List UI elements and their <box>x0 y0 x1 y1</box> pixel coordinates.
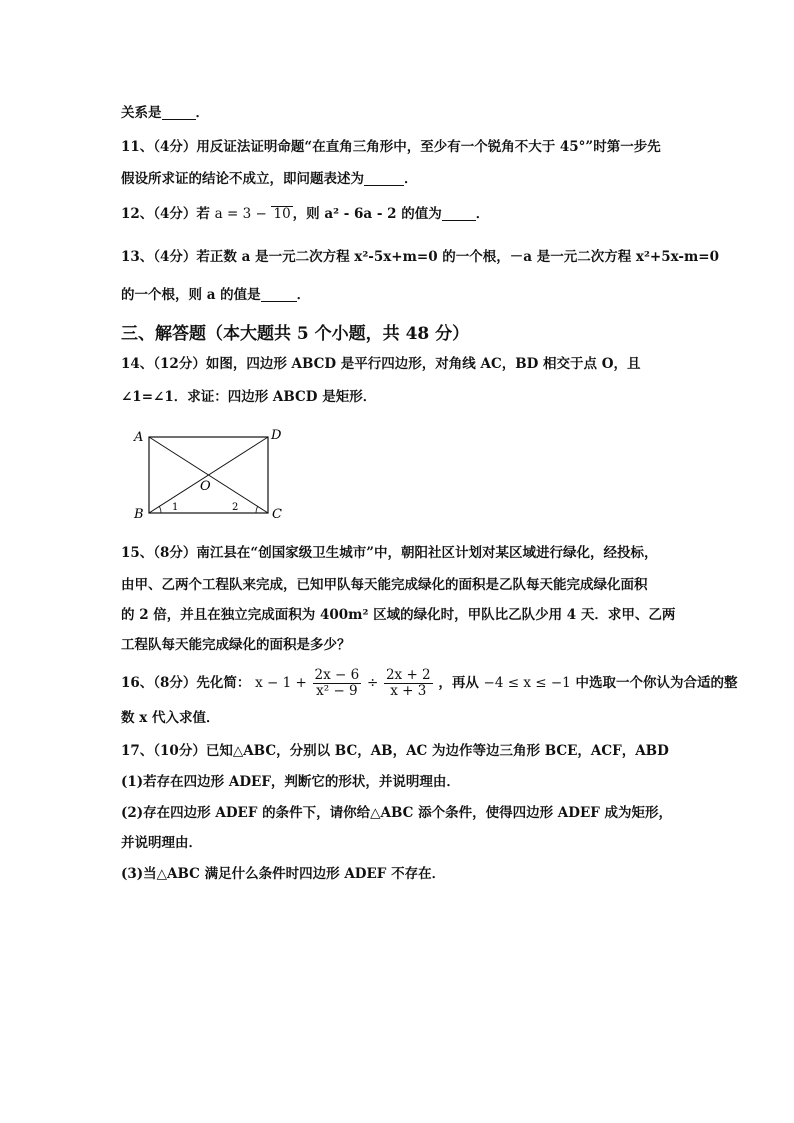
text-run: 关系是 <box>121 105 162 121</box>
label-b: B <box>134 507 144 522</box>
answer-blank <box>442 206 476 221</box>
denominator: x² − 9 <box>316 683 358 699</box>
math-expression: a = 3 − <box>214 206 267 222</box>
question-17-line-2: (1)若存在四边形 ADEF，判断它的形状，并说明理由． <box>121 774 460 790</box>
question-13-line-2 <box>121 286 310 304</box>
text-run: 的值为 <box>401 206 442 222</box>
label-c: C <box>272 507 282 522</box>
math-expression: −4 ≤ x ≤ −1 <box>483 675 571 691</box>
text-run: 中选取一个你认为合适的整 <box>575 675 738 691</box>
label-a: A <box>134 430 144 445</box>
text-run: 16、（8分）先化简： <box>121 675 251 691</box>
label-angle-2: 2 <box>232 502 239 513</box>
section-heading: 三、解答题（本大题共 5 个小题，共 48 分） <box>121 324 470 344</box>
numerator: 2x + 2 <box>385 667 431 683</box>
question-12-line <box>121 205 489 223</box>
question-17-line-3: (2)存在四边形 ADEF 的条件下，请你给△ABC 添个条件，使得四边形 ADEF 成为矩形， <box>121 805 673 821</box>
text-run: ． <box>404 171 418 187</box>
text-line <box>121 104 209 122</box>
text-run: ，再从 <box>438 675 479 691</box>
question-15-line-3: 的 2 倍，并且在独立完成面积为 400m² 区域的绿化时，甲队比乙队少用 4 天．求甲、乙两 <box>121 607 676 623</box>
text-run: ． <box>195 105 209 121</box>
rectangle-abcd-figure <box>130 424 290 524</box>
answer-blank <box>261 287 297 302</box>
math-expression: x − 1 + <box>255 675 307 691</box>
fraction-1 <box>313 668 362 699</box>
question-16-line-1 <box>121 664 737 702</box>
denominator: x + 3 <box>390 683 427 699</box>
text-run: 假设所求证的结论不成立，即问题表述为 <box>121 171 364 187</box>
text-run: 的一个根，则 a 的值是 <box>121 287 261 303</box>
question-13-line-1: 13、（4分）若正数 a 是一元二次方程 x²-5x+m=0 的一个根，－a 是一元二次方程 x²+5x-m=0 <box>121 249 720 265</box>
question-15-line-4: 工程队每天能完成绿化的面积是多少？ <box>121 637 351 653</box>
numerator: 2x − 6 <box>314 667 360 683</box>
radicand: 10 <box>273 206 291 222</box>
question-11-line-2 <box>121 170 418 188</box>
label-o: O <box>200 479 211 494</box>
question-17-line-5: (3)当△ABC 满足什么条件时四边形 ADEF 不存在． <box>121 866 446 882</box>
question-15-line-2: 由甲、乙两个工程队来完成，已知甲队每天能完成绿化的面积是乙队每天能完成绿化面积 <box>121 577 648 593</box>
text-run: ，则 <box>292 206 320 222</box>
angle-1-arc <box>159 506 161 513</box>
question-17-line-1: 17、（10分）已知△ABC，分别以 BC，AB，AC 为边作等边三角形 BCE，ACF，ABD <box>121 743 669 759</box>
answer-blank <box>162 105 196 120</box>
text-run: ． <box>296 287 311 303</box>
angle-2-arc <box>256 506 258 513</box>
answer-blank <box>364 171 404 186</box>
math-expression: a² - 6a - 2 <box>324 206 397 222</box>
fraction-2 <box>384 668 433 699</box>
question-15-line-1: 15、（8分）南江县在“创国家级卫生城市”中，朝阳社区计划对某区域进行绿化，经投标， <box>121 545 658 561</box>
division-sign: ÷ <box>366 675 379 691</box>
label-d: D <box>271 428 282 443</box>
question-16-line-2: 数 x 代入求值． <box>121 710 220 726</box>
question-17-line-4: 并说明理由． <box>121 835 202 851</box>
square-root <box>271 206 292 221</box>
text-run: 12、（4分）若 <box>121 206 210 222</box>
text-run: ． <box>475 206 490 222</box>
question-14-line-1: 14、（12分）如图，四边形 ABCD 是平行四边形，对角线 AC，BD 相交于点 O，且 <box>121 356 641 372</box>
label-angle-1: 1 <box>172 502 179 513</box>
question-11-line-1: 11、（4分）用反证法证明命题“在直角三角形中，至少有一个锐角不大于 45°”时第一步先 <box>121 139 661 155</box>
question-14-line-2: ∠1=∠1．求证：四边形 ABCD 是矩形． <box>121 389 377 405</box>
